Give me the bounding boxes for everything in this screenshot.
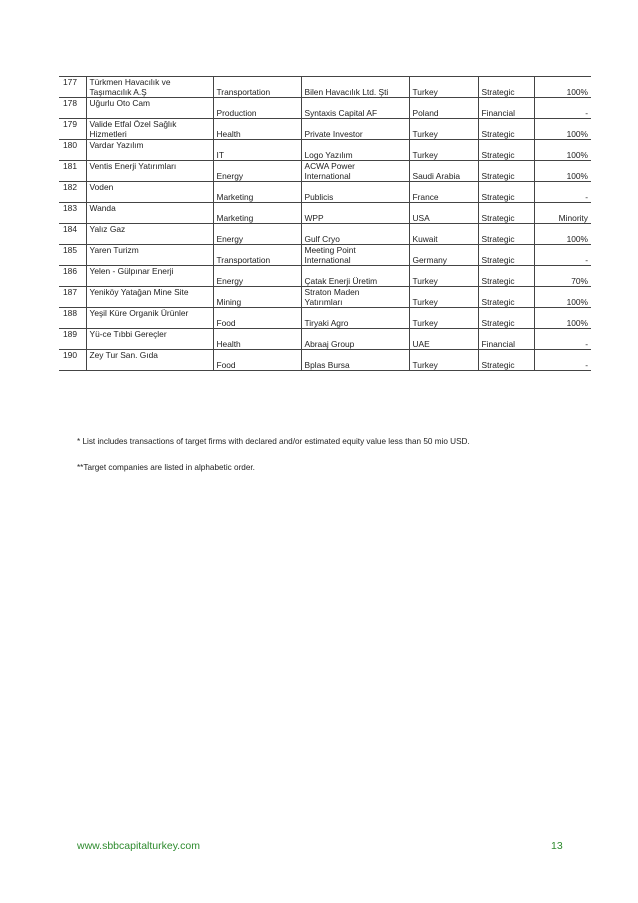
- footer-website-link[interactable]: www.sbbcapitalturkey.com: [77, 840, 200, 852]
- deal-type: Strategic: [478, 266, 534, 287]
- buyer-line: International: [304, 255, 351, 265]
- stake: 70%: [571, 276, 588, 286]
- buyer-line: Gulf Cryo: [304, 234, 340, 244]
- deal-type: Strategic: [478, 287, 534, 308]
- deal-type: Strategic: [478, 77, 534, 98]
- table-row: [59, 140, 591, 161]
- buyer-country: Turkey: [409, 308, 478, 329]
- row-number: 182: [59, 182, 86, 203]
- table-row: [59, 287, 591, 308]
- target-company-line: Yü-ce Tıbbi Gereçler: [89, 329, 167, 339]
- table-row: [59, 308, 591, 329]
- buyer-country: Kuwait: [409, 224, 478, 245]
- target-company-line: [90, 339, 210, 349]
- buyer-country: USA: [409, 203, 478, 224]
- row-number: 186: [59, 266, 86, 287]
- deal-type: Strategic: [478, 224, 534, 245]
- buyer-country: Poland: [409, 98, 478, 119]
- buyer-line: [305, 77, 406, 87]
- buyer-line: Logo Yazılım: [304, 150, 353, 160]
- buyer-line: International: [304, 171, 351, 181]
- table-row: [59, 119, 591, 140]
- target-company-line: [90, 108, 210, 118]
- sector: Transportation: [213, 245, 301, 266]
- target-company-line: Zey Tur San. Gıda: [89, 350, 158, 360]
- row-number: 188: [59, 308, 86, 329]
- buyer-line: Bplas Bursa: [304, 360, 350, 370]
- stake: -: [585, 360, 588, 370]
- deal-type: Strategic: [478, 203, 534, 224]
- buyer: [301, 287, 409, 308]
- row-number: 185: [59, 245, 86, 266]
- row-number: 190: [59, 350, 86, 371]
- buyer-country: Turkey: [409, 77, 478, 98]
- buyer-country: Saudi Arabia: [409, 161, 478, 182]
- buyer-line: Bilen Havacılık Ltd. Şti: [304, 87, 389, 97]
- target-company-line: Ventis Enerji Yatırımları: [89, 161, 177, 171]
- row-number: 181: [59, 161, 86, 182]
- target-company: [86, 203, 213, 224]
- target-company-line: [90, 213, 210, 223]
- table-row: [59, 98, 591, 119]
- stake: 100%: [566, 297, 588, 307]
- buyer-line: Abraaj Group: [304, 339, 355, 349]
- sector: IT: [213, 140, 301, 161]
- buyer-line: Publicis: [304, 192, 334, 202]
- buyer-line: Straton Maden: [304, 287, 360, 297]
- buyer-country: Turkey: [409, 119, 478, 140]
- row-number: 183: [59, 203, 86, 224]
- buyer-line: [305, 350, 406, 360]
- transactions-table-body: [59, 77, 591, 371]
- row-number: 179: [59, 119, 86, 140]
- buyer: [301, 224, 409, 245]
- stake: -: [585, 108, 588, 118]
- stake: -: [585, 255, 588, 265]
- target-company: [86, 182, 213, 203]
- table-row: [59, 245, 591, 266]
- stake: 100%: [566, 318, 588, 328]
- deal-type: Strategic: [478, 140, 534, 161]
- buyer: [301, 266, 409, 287]
- buyer-line: [305, 98, 406, 108]
- buyer-line: Meeting Point: [304, 245, 356, 255]
- buyer: [301, 161, 409, 182]
- buyer-line: [305, 140, 406, 150]
- row-number: 184: [59, 224, 86, 245]
- sector: Food: [213, 350, 301, 371]
- buyer-country: Turkey: [409, 266, 478, 287]
- target-company-line: Vardar Yazılım: [89, 140, 144, 150]
- table-row: [59, 224, 591, 245]
- buyer: [301, 203, 409, 224]
- deal-type: Strategic: [478, 245, 534, 266]
- footnote-1: * List includes transactions of target firms with declared and/or estimated equity value less than 50 mio USD.: [77, 437, 470, 446]
- target-company-line: [90, 171, 210, 181]
- sector: Production: [213, 98, 301, 119]
- buyer-country: Germany: [409, 245, 478, 266]
- row-number: 189: [59, 329, 86, 350]
- target-company-line: [90, 276, 210, 286]
- table-row: [59, 77, 591, 98]
- sector: Health: [213, 119, 301, 140]
- buyer-country: Turkey: [409, 287, 478, 308]
- target-company: [86, 161, 213, 182]
- footnotes: [77, 437, 470, 489]
- target-company-line: Hizmetleri: [89, 129, 127, 139]
- sector: Marketing: [213, 203, 301, 224]
- buyer: [301, 140, 409, 161]
- row-number: 178: [59, 98, 86, 119]
- target-company: [86, 308, 213, 329]
- buyer-country: Turkey: [409, 140, 478, 161]
- buyer: [301, 308, 409, 329]
- target-company-line: Voden: [89, 182, 114, 192]
- target-company-line: [90, 192, 210, 202]
- target-company-line: Uğurlu Oto Cam: [89, 98, 151, 108]
- transactions-table: [59, 76, 591, 371]
- table-row: [59, 203, 591, 224]
- target-company-line: [90, 255, 210, 265]
- buyer-country: Turkey: [409, 350, 478, 371]
- buyer: [301, 119, 409, 140]
- buyer: [301, 350, 409, 371]
- buyer-line: Yatırımları: [304, 297, 343, 307]
- buyer-line: [305, 203, 406, 213]
- buyer-line: [305, 329, 406, 339]
- target-company: [86, 287, 213, 308]
- footnote-2: **Target companies are listed in alphabetic order.: [77, 463, 255, 472]
- buyer-line: [305, 119, 406, 129]
- deal-type: Strategic: [478, 161, 534, 182]
- target-company-line: [90, 318, 210, 328]
- row-number: 187: [59, 287, 86, 308]
- table-row: [59, 350, 591, 371]
- buyer: [301, 98, 409, 119]
- stake: 100%: [566, 129, 588, 139]
- buyer-line: ACWA Power: [304, 161, 355, 171]
- stake: 100%: [566, 87, 588, 97]
- target-company-line: Yaren Turizm: [89, 245, 139, 255]
- sector: Marketing: [213, 182, 301, 203]
- target-company-line: Yeniköy Yatağan Mine Site: [89, 287, 189, 297]
- row-number: 177: [59, 77, 86, 98]
- stake: -: [585, 339, 588, 349]
- target-company: [86, 266, 213, 287]
- deal-type: Strategic: [478, 350, 534, 371]
- target-company-line: Yalız Gaz: [89, 224, 126, 234]
- target-company: [86, 140, 213, 161]
- table-row: [59, 266, 591, 287]
- buyer-line: Private Investor: [304, 129, 363, 139]
- buyer-line: [305, 308, 406, 318]
- sector: Transportation: [213, 77, 301, 98]
- buyer: [301, 182, 409, 203]
- table-row: [59, 329, 591, 350]
- buyer-country: UAE: [409, 329, 478, 350]
- table-row: [59, 161, 591, 182]
- stake: 100%: [566, 171, 588, 181]
- deal-type: Strategic: [478, 182, 534, 203]
- buyer: [301, 329, 409, 350]
- target-company: [86, 119, 213, 140]
- sector: Mining: [213, 287, 301, 308]
- stake: 100%: [566, 234, 588, 244]
- stake: -: [585, 192, 588, 202]
- target-company-line: Türkmen Havacılık ve: [89, 77, 171, 87]
- sector: Food: [213, 308, 301, 329]
- target-company: [86, 77, 213, 98]
- sector: Health: [213, 329, 301, 350]
- target-company: [86, 245, 213, 266]
- target-company-line: Wanda: [89, 203, 116, 213]
- deal-type: Strategic: [478, 308, 534, 329]
- buyer-line: [305, 266, 406, 276]
- target-company-line: [90, 150, 210, 160]
- buyer-line: Tiryaki Agro: [304, 318, 349, 328]
- target-company: [86, 98, 213, 119]
- target-company-line: [90, 360, 210, 370]
- target-company: [86, 329, 213, 350]
- target-company: [86, 224, 213, 245]
- target-company-line: Valide Etfal Özel Sağlık: [89, 119, 177, 129]
- deal-type: Financial: [478, 329, 534, 350]
- buyer-line: [305, 182, 406, 192]
- sector: Energy: [213, 161, 301, 182]
- row-number: 180: [59, 140, 86, 161]
- buyer: [301, 77, 409, 98]
- deal-type: Financial: [478, 98, 534, 119]
- deal-type: Strategic: [478, 119, 534, 140]
- table-row: [59, 182, 591, 203]
- buyer-line: [305, 224, 406, 234]
- stake: Minority: [558, 213, 588, 223]
- sector: Energy: [213, 266, 301, 287]
- buyer: [301, 245, 409, 266]
- buyer-line: Çatak Enerji Üretim: [304, 276, 378, 286]
- stake: 100%: [566, 150, 588, 160]
- page-number: 13: [551, 840, 563, 852]
- target-company-line: [90, 234, 210, 244]
- target-company-line: Yelen - Gülpınar Enerji: [89, 266, 174, 276]
- buyer-line: WPP: [304, 213, 324, 223]
- buyer-line: Syntaxis Capital AF: [304, 108, 378, 118]
- target-company-line: Yeşil Küre Organik Ürünler: [89, 308, 189, 318]
- target-company-line: Taşımacılık A.Ş: [89, 87, 147, 97]
- buyer-country: France: [409, 182, 478, 203]
- target-company: [86, 350, 213, 371]
- sector: Energy: [213, 224, 301, 245]
- target-company-line: [90, 297, 210, 307]
